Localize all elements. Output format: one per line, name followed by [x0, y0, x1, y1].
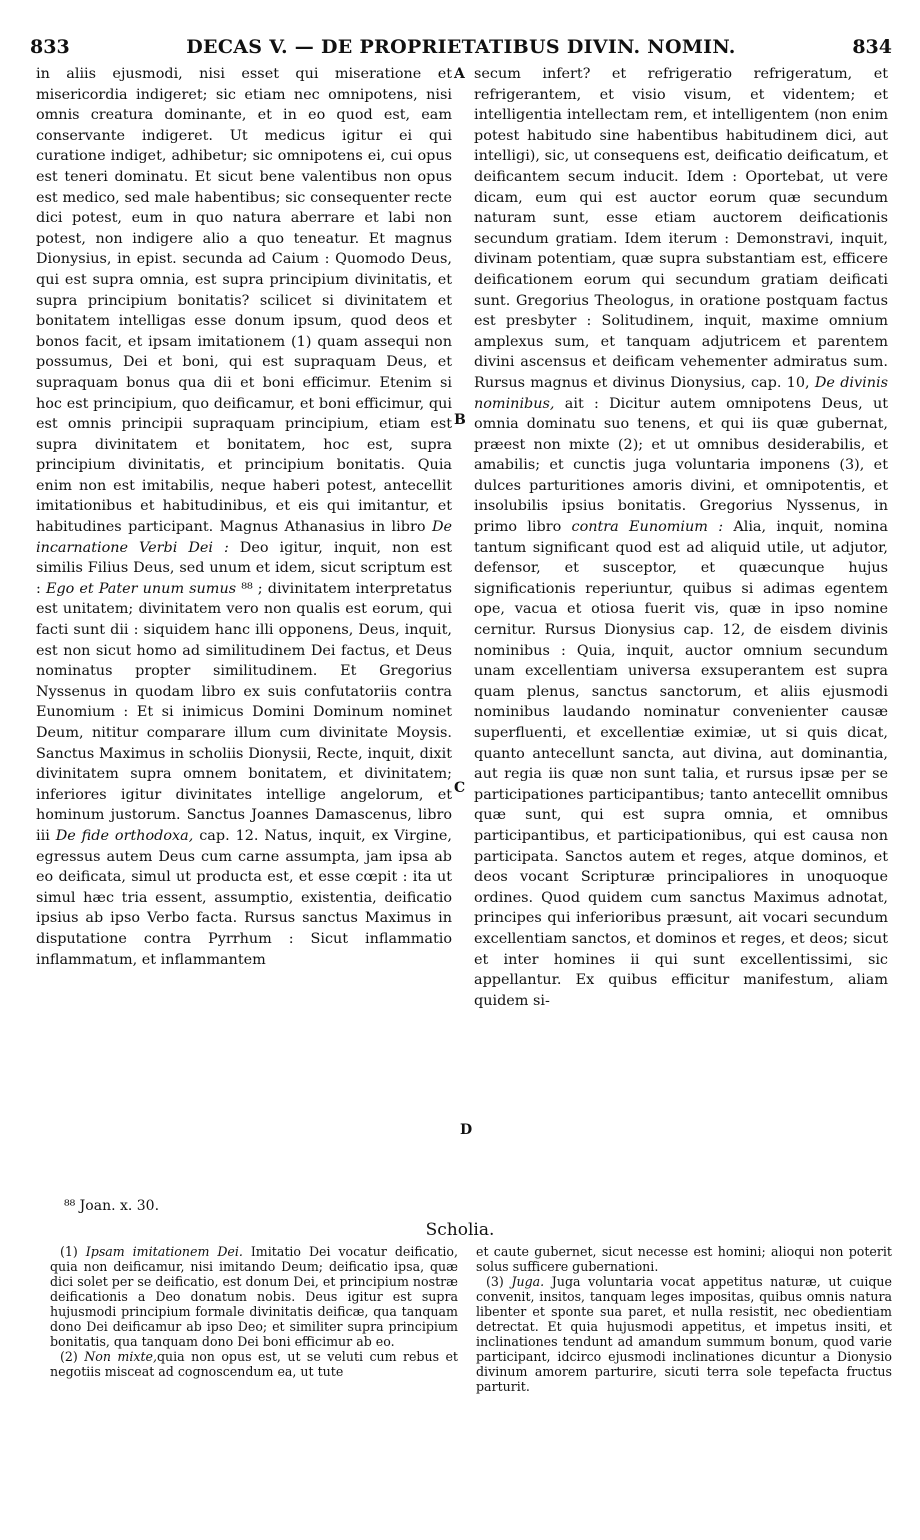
right-column: [474, 64, 888, 1011]
scholion-2: (2) Non mixte,quia non opus est, ut se veluti cum rebus et negotiis misceat ad cognoscendum ea, ut tute: [50, 1349, 458, 1379]
margin-marker-d: D: [460, 1122, 473, 1138]
right-column-text: secum infert? et refrigeratio refrigeratum, et refrigerantem, et visio visum, et videntem; et intelligentia intellectam rem, et intelligentem (non enim potest habitudo sine habentibus habitudinem dici, aut intelligi), sic, ut consequens est, deificatio deificatum, et deificantem secum inducit. Idem : Oportebat, ut vere dicam, eum qui est auctor eorum quæ secundum naturam sunt, esse etiam auctorem deificationis secundum gratiam. Idem iterum : Demonstravi, inquit, divinam potentiam, quæ supra substantiam est, efficere deificationem eorum qui secundum gratiam deificati sunt. Gregorius Theologus, in oratione postquam factus est presbyter : Solitudinem, inquit, maxime omnium amplexus sum, et tanquam adjutricem et parentem divini ascensus et deificam vehementer admiratus sum. Rursus magnus et divinus Dionysius, cap. 10, De divinis nominibus, ait : Dicitur autem omnipotens Deus, ut omnia dominatu suo tenens, et qui iis quæ gubernat, præest non mixte (2); et ut omnibus desiderabilis, et amabilis; et cunctis juga voluntaria imponens (3), et dulces parturitiones amoris divini, et omnipotentis, et insolubilis ipsius bonitatis. Gregorius Nyssenus, in primo libro contra Eunomium : Alia, inquit, nomina tantum significant quod est ad aliquid utile, ut adjutor, defensor, et susceptor, et quæcunque hujus significationis reperiuntur, quibus si adimas egentem ope, vacua et otiosa fuerit vis, quæ in ipso nomine cernitur. Rursus Dionysius cap. 12, de eisdem divinis nominibus : Quia, inquit, auctor omnium secundum unam excellentiam universa exsuperantem est supra quam plenus, sanctus sanctorum, et aliis ejusmodi nominibus laudando nominatur convenienter causæ superfluenti, et excellentiæ eximiæ, ut si quis dicat, quanto antecellunt sancta, aut divina, aut dominantia, aut regia iis quæ non sunt talia, et rursus ipsæ per se participationes participantibus; tanto antecellit omnibus quæ sunt, qui est supra omnia, et omnibus participantibus, et participationibus, qui est causa non participata. Sanctos autem et reges, atque dominos, et deos vocant Scripturæ principaliores in unoquoque ordines. Quod quidem cum sanctus Maximus adnotat, principes qui inferioribus præsunt, ait vocari secundum excellentiam sanctos, et dominos et reges, et deos; sicut et inter homines ii qui sunt excellentissimi, sic appellantur. Ex quibus efficitur manifestum, aliam quidem si-: [474, 66, 889, 1009]
page-number-right: 834: [852, 36, 892, 58]
running-header: [30, 36, 892, 62]
scholia-heading: Scholia.: [425, 1220, 495, 1240]
margin-marker-b: B: [454, 412, 466, 428]
running-title: DECAS V. — DE PROPRIETATIBUS DIVIN. NOMIN.: [186, 36, 736, 58]
scholion-1: (1) Ipsam imitationem Dei. Imitatio Dei vocatur deificatio, quia non deificamur, nisi imitando Deum; deificatio ipsa, quæ dici solet per se deificatio, est donum Dei, et principium nostræ deificationis a Deo donatum nobis. Deus igitur est supra hujusmodi principium formale divinitatis deificæ, qua tanquam dono Dei deificamur ab ipso Deo; et similiter supra principium bonitatis, qua tanquam dono Dei boni efficimur ab eo.: [50, 1244, 458, 1349]
scholia-left-column: [50, 1244, 458, 1379]
page-number-left: 833: [30, 36, 70, 58]
margin-marker-a: A: [454, 66, 465, 82]
scholion-3: (3) Juga. Juga voluntaria vocat appetitus naturæ, ut cuique convenit, insitos, tanquam leges impositas, quibus omnis natura libenter et sponte sua paret, et nulla resistit, nec obedientiam detrectat. Et quia hujusmodi appetitus, et impetus insiti, et inclinationes tendunt ad amandum summum bonum, quod varie participant, idcirco ejusmodi inclinationes dicuntur a Dionysio divinum amorem parturire, sicuti terra sole tepefacta fructus parturit.: [476, 1274, 892, 1394]
scholion-2-continued: et caute gubernet, sicut necesse est homini; alioqui non poterit solus sufficere gubernationi.: [476, 1244, 892, 1274]
left-column: [36, 64, 452, 970]
margin-marker-c: C: [454, 780, 466, 796]
scholia-right-column: [476, 1244, 892, 1394]
left-column-text: in aliis ejusmodi, nisi esset qui miseratione et misericordia indigeret; sic etiam nec omnipotens, nisi omnis creatura dominante, et in eo quod est, eam conservante indigeret. Ut medicus igitur ei qui curatione indiget, adhibetur; sic omnipotens ei, cui opus est teneri dominatu. Et sicut bene valentibus non opus est medico, sed male habentibus; sic consequenter recte dici potest, eum in quo natura aberrare et labi non potest, non indigere alio a quo teneatur. Et magnus Dionysius, in epist. secunda ad Caium : Quomodo Deus, qui est supra omnia, est supra principium divinitatis, et supra principium bonitatis? scilicet si divinitatem et bonitatem intelligas esse donum ipsum, quod deos et bonos facit, et ipsam imitationem (1) quam assequi non possumus, Dei et boni, qui est supraquam Deus, et supraquam bonus qua dii et boni efficimur. Etenim si hoc est principium, quo deificamur, et boni efficimur, qui est omnis principii supraquam principium, etiam est supra divinitatem et bonitatem, hoc est, supra principium divinitatis, et principium bonitatis. Quia enim non est imitabilis, neque haberi potest, antecellit imitationibus et habitudinibus, et eis qui imitantur, et habitudines participant. Magnus Athanasius in libro De incarnatione Verbi Dei : Deo igitur, inquit, non est similis Filius Deus, sed unum et idem, sicut scriptum est : Ego et Pater unum sumus ⁸⁸ ; divinitatem interpretatus est unitatem; divinitatem vero non qualis est eorum, qui facti sunt dii : siquidem hanc illi opponens, Deus, inquit, est non sicut homo ad similitudinem Dei factus, et Deus nominatus propter similitudinem. Et Gregorius Nyssenus in quodam libro ex suis confutatoriis contra Eunomium : Et si inimicus Domini Dominum nominet Deum, nititur comparare illum cum divinitate Moysis. Sanctus Maximus in scholiis Dionysii, Recte, inquit, dixit divinitatem supra omnem bonitatem, et divinitatem; inferiores igitur divinitates intellige angelorum, et hominum justorum. Sanctus Joannes Damascenus, libro iii De fide orthodoxa, cap. 12. Natus, inquit, ex Virgine, egressus autem Deus cum carne assumpta, jam ipsa ab eo deificata, simul ut producta est, et esse cœpit : ita ut simul hæc tria essent, assumptio, existentia, deificatio ipsius ab ipso Verbo facta. Rursus sanctus Maximus in disputatione contra Pyrrhum : Sicut inflammatio inflammatum, et inflammantem: [36, 66, 452, 968]
footnote: ⁸⁸ Joan. x. 30.: [64, 1198, 160, 1214]
